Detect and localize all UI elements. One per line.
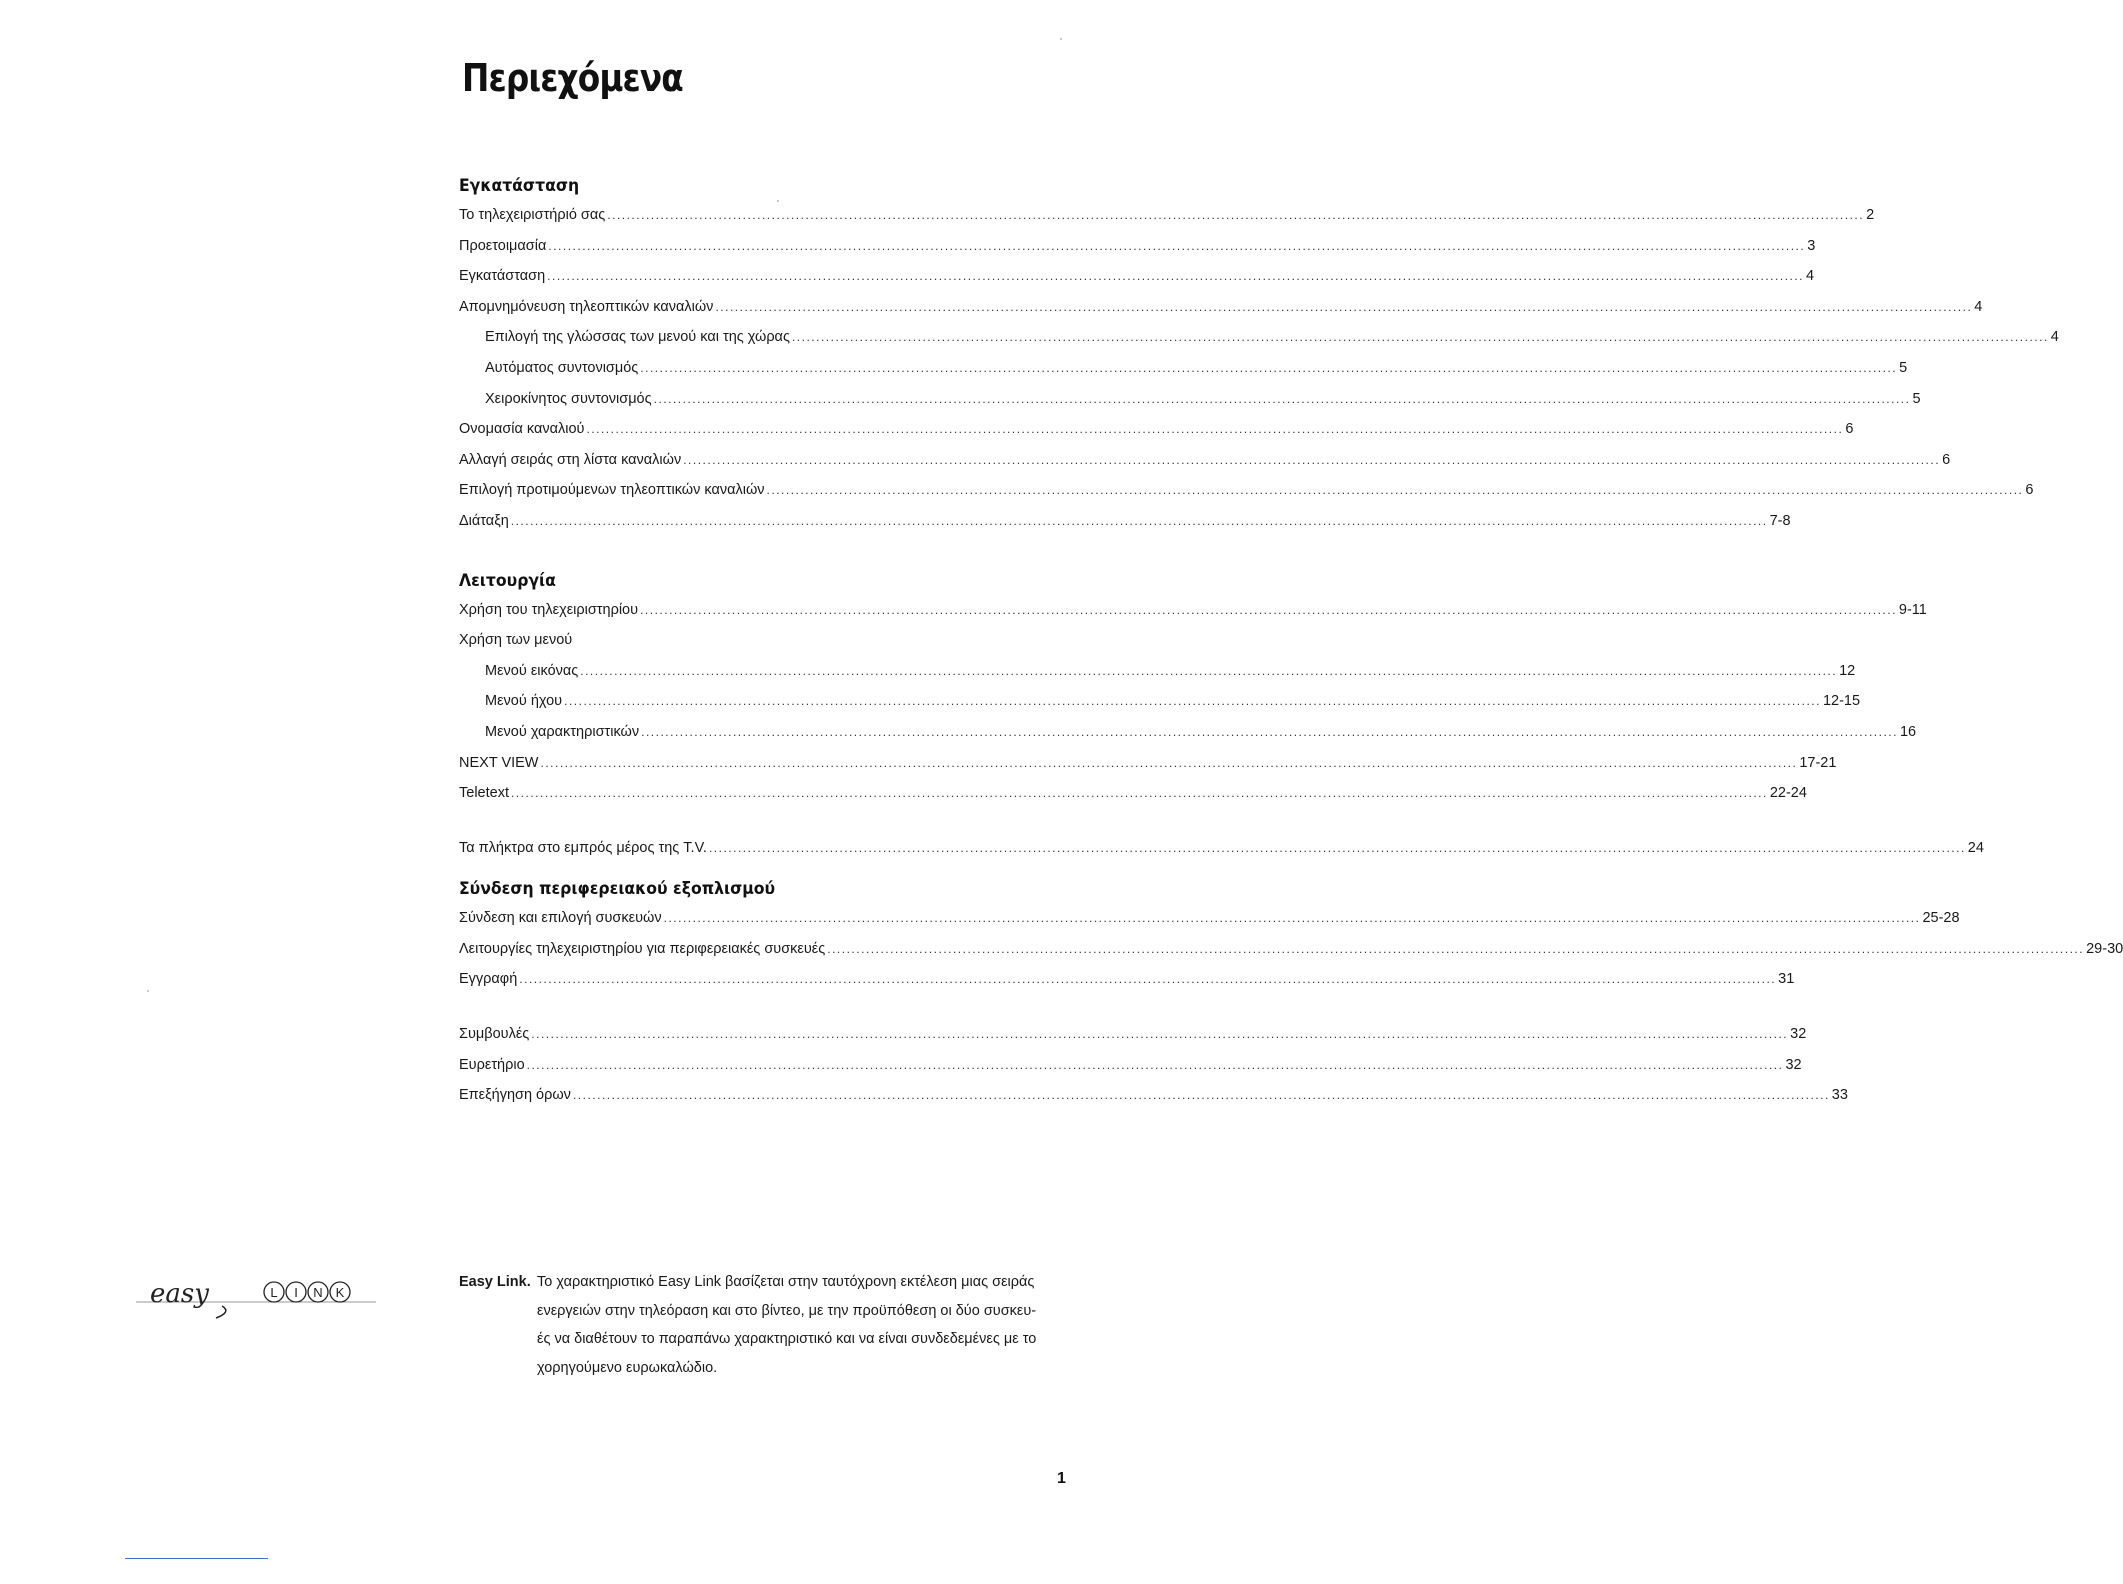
leader-dots: .................................................................................................................................................................................................................................................................... bbox=[766, 483, 2024, 498]
toc-item-page: 4 bbox=[1974, 298, 1983, 315]
toc-item-label: Εγγραφή bbox=[459, 971, 518, 988]
toc-item-page: 4 bbox=[1806, 268, 1815, 285]
toc-item-label: Συμβουλές bbox=[459, 1026, 530, 1043]
logo-letter: K bbox=[335, 1285, 345, 1300]
scan-speck bbox=[1060, 38, 1062, 40]
spacer bbox=[459, 537, 1081, 567]
note-line: ενεργειών στην τηλεόραση και στο βίντεο, με την προϋπόθεση οι δύο συσκευ- bbox=[537, 1302, 1037, 1319]
toc-subitem[interactable] bbox=[459, 717, 1917, 748]
leader-dots: .................................................................................................................................................................................................................................................................... bbox=[564, 694, 1821, 709]
toc-item-label: Επεξήγηση όρων bbox=[459, 1087, 571, 1104]
leader-dots: .................................................................................................................................................................................................................................................................... bbox=[510, 786, 1768, 801]
leader-dots: .................................................................................................................................................................................................................................................................... bbox=[526, 1057, 1784, 1072]
leader-dots: .................................................................................................................................................................................................................................................................... bbox=[548, 238, 1806, 253]
toc-item-label: NEXT VIEW bbox=[459, 754, 539, 771]
leader-dots: .................................................................................................................................................................................................................................................................... bbox=[572, 1088, 1830, 1103]
toc-item-page: 6 bbox=[1845, 421, 1854, 438]
easy-link-note bbox=[459, 1268, 1087, 1382]
toc-subitem[interactable] bbox=[459, 656, 1856, 687]
toc-item-page: 12 bbox=[1839, 662, 1856, 679]
toc-item-page: 25-28 bbox=[1922, 910, 1960, 927]
toc-item-page: 17-21 bbox=[1799, 754, 1837, 771]
leader-dots: .................................................................................................................................................................................................................................................................... bbox=[653, 391, 1911, 406]
toc-item[interactable] bbox=[459, 748, 1837, 779]
toc-item-label: Προετοιμασία bbox=[459, 237, 547, 254]
toc-item[interactable] bbox=[459, 1050, 1802, 1081]
note-line: Το χαρακτηριστικό Easy Link βασίζεται στην ταυτόχρονη εκτέλεση μιας σειράς bbox=[537, 1274, 1035, 1290]
section-heading-operation: Λειτουργία bbox=[459, 570, 556, 591]
toc-item-page: 31 bbox=[1778, 971, 1795, 988]
toc-item-label: Το τηλεχειριστήριό σας bbox=[459, 207, 606, 223]
toc-item-label: Χρήση των μενού bbox=[459, 632, 573, 649]
toc-item[interactable] bbox=[459, 445, 1951, 476]
logo-letter: I bbox=[294, 1285, 298, 1300]
toc-item-label: Χρήση του τηλεχειριστηρίου bbox=[459, 601, 639, 618]
leader-dots: .................................................................................................................................................................................................................................................................... bbox=[791, 330, 2049, 345]
leader-dots: .................................................................................................................................................................................................................................................................... bbox=[683, 452, 1941, 467]
toc-item-page: 6 bbox=[1942, 451, 1951, 468]
leader-dots: .................................................................................................................................................................................................................................................................... bbox=[607, 208, 1865, 222]
toc-item[interactable] bbox=[459, 231, 1816, 262]
note-text bbox=[537, 1268, 1087, 1382]
toc-subitem[interactable] bbox=[459, 384, 1921, 415]
toc-item-page: 5 bbox=[1912, 390, 1921, 407]
spacer bbox=[459, 863, 1081, 875]
toc-subitem[interactable] bbox=[459, 353, 1908, 384]
leader-dots: .................................................................................................................................................................................................................................................................... bbox=[708, 840, 1966, 855]
toc-item[interactable] bbox=[459, 414, 1854, 445]
toc-item-page: 3 bbox=[1807, 237, 1816, 254]
toc-item-label: Σύνδεση και επιλογή συσκευών bbox=[459, 910, 662, 927]
leader-dots: .................................................................................................................................................................................................................................................................... bbox=[640, 602, 1897, 617]
toc-item-page: 24 bbox=[1967, 839, 1984, 856]
logo-letters bbox=[264, 1282, 350, 1302]
toc-item[interactable] bbox=[459, 506, 1791, 537]
toc-item-page: 9-11 bbox=[1898, 601, 1927, 618]
scan-speck bbox=[147, 990, 149, 992]
toc-item[interactable] bbox=[459, 625, 1081, 656]
toc-item[interactable] bbox=[459, 778, 1807, 809]
toc-item-label: Εγκατάσταση bbox=[459, 268, 546, 285]
toc-item-page: 32 bbox=[1790, 1026, 1807, 1043]
toc-item-label: Ονομασία καναλιού bbox=[459, 421, 585, 438]
toc-item-label: Αυτόματος συντονισμός bbox=[485, 359, 639, 376]
section-heading-installation: Εγκατάσταση bbox=[459, 176, 580, 196]
toc-item-page: 6 bbox=[2025, 482, 2034, 499]
leader-dots: .................................................................................................................................................................................................................................................................... bbox=[640, 360, 1898, 375]
toc-item-front-keys[interactable] bbox=[459, 833, 1984, 864]
toc-item-page: 33 bbox=[1831, 1087, 1848, 1104]
toc-item[interactable] bbox=[459, 475, 2034, 506]
toc-item-label: Διάταξη bbox=[459, 512, 509, 529]
toc-item[interactable] bbox=[459, 200, 1875, 231]
toc-item-page: 12-15 bbox=[1822, 693, 1861, 710]
logo-letter: L bbox=[270, 1285, 278, 1300]
table-of-contents bbox=[459, 172, 2123, 1111]
toc-item-label: Απομνημόνευση τηλεοπτικών καναλιών bbox=[459, 298, 714, 315]
toc-item-page: 5 bbox=[1899, 359, 1908, 376]
toc-item-label: Αλλαγή σειράς στη λίστα καναλιών bbox=[459, 451, 682, 468]
toc-item-label: Teletext bbox=[459, 785, 509, 802]
logo-swash bbox=[216, 1306, 226, 1318]
toc-item-label: Μενού ήχου bbox=[485, 693, 563, 710]
leader-dots: .................................................................................................................................................................................................................................................................... bbox=[519, 972, 1777, 987]
footer-rule bbox=[125, 1558, 268, 1559]
logo-script-text: easy bbox=[150, 1279, 209, 1309]
spacer bbox=[459, 995, 1081, 1019]
toc-item-label: Μενού εικόνας bbox=[485, 662, 579, 679]
toc-item[interactable] bbox=[459, 595, 1927, 626]
toc-item-page: 32 bbox=[1785, 1056, 1802, 1073]
leader-dots: .................................................................................................................................................................................................................................................................... bbox=[641, 724, 1898, 739]
toc-item-label: Τα πλήκτρα στο εμπρός μέρος της T.V. bbox=[459, 839, 707, 856]
spacer bbox=[459, 809, 1081, 833]
page-title: Περιεχόμενα bbox=[462, 56, 683, 100]
scan-speck bbox=[777, 200, 779, 202]
note-label: Easy Link. bbox=[459, 1274, 531, 1290]
toc-item-label: Μενού χαρακτηριστικών bbox=[485, 723, 640, 740]
toc-item[interactable] bbox=[459, 1080, 1848, 1111]
easy-link-logo bbox=[136, 1272, 376, 1322]
toc-item-page: 2 bbox=[1866, 207, 1875, 223]
toc-item-page: 16 bbox=[1899, 723, 1917, 740]
toc-item[interactable] bbox=[459, 261, 1815, 292]
leader-dots: .................................................................................................................................................................................................................................................................... bbox=[510, 513, 1768, 528]
toc-item[interactable] bbox=[459, 964, 1795, 995]
note-line: χορηγούμενο ευρωκαλώδιο. bbox=[537, 1359, 718, 1376]
leader-dots: .................................................................................................................................................................................................................................................................... bbox=[580, 663, 1838, 678]
logo-letter: N bbox=[313, 1285, 323, 1300]
leader-dots: .................................................................................................................................................................................................................................................................... bbox=[547, 269, 1804, 284]
toc-item-page: 29-30 bbox=[2086, 940, 2123, 957]
toc-subitem[interactable] bbox=[459, 686, 1861, 717]
toc-item[interactable] bbox=[459, 903, 1960, 934]
leader-dots: .................................................................................................................................................................................................................................................................... bbox=[540, 755, 1798, 770]
toc-item-page: 7-8 bbox=[1769, 512, 1791, 529]
section-heading-peripherals: Σύνδεση περιφερειακού εξοπλισμού bbox=[459, 879, 776, 900]
leader-dots: .................................................................................................................................................................................................................................................................... bbox=[663, 911, 1921, 926]
toc-item-label: Επιλογή της γλώσσας των μενού και της χώρας bbox=[485, 329, 790, 346]
leader-dots: .................................................................................................................................................................................................................................................................... bbox=[715, 299, 1973, 314]
note-line: ές να διαθέτουν το παραπάνω χαρακτηριστικό και να είναι συνδεδεμένες με το bbox=[537, 1331, 1037, 1347]
toc-item[interactable] bbox=[459, 934, 2123, 965]
toc-item-page: 22-24 bbox=[1769, 785, 1807, 802]
toc-subitem[interactable] bbox=[459, 322, 2059, 353]
page-number: 1 bbox=[1057, 1470, 1066, 1487]
toc-item-label: Λειτουργίες τηλεχειριστηρίου για περιφερειακές συσκευές bbox=[459, 940, 826, 957]
toc-item[interactable] bbox=[459, 292, 1983, 323]
toc-item-page: 4 bbox=[2050, 329, 2059, 346]
toc-item-label: Επιλογή προτιμούμενων τηλεοπτικών καναλιών bbox=[459, 482, 765, 499]
leader-dots: .................................................................................................................................................................................................................................................................... bbox=[531, 1027, 1789, 1042]
toc-item[interactable] bbox=[459, 1019, 1807, 1050]
leader-dots: .................................................................................................................................................................................................................................................................... bbox=[586, 422, 1844, 437]
toc-item-label: Χειροκίνητος συντονισμός bbox=[485, 390, 652, 407]
toc-item-label: Ευρετήριο bbox=[459, 1056, 525, 1073]
leader-dots: .................................................................................................................................................................................................................................................................... bbox=[827, 941, 2085, 956]
